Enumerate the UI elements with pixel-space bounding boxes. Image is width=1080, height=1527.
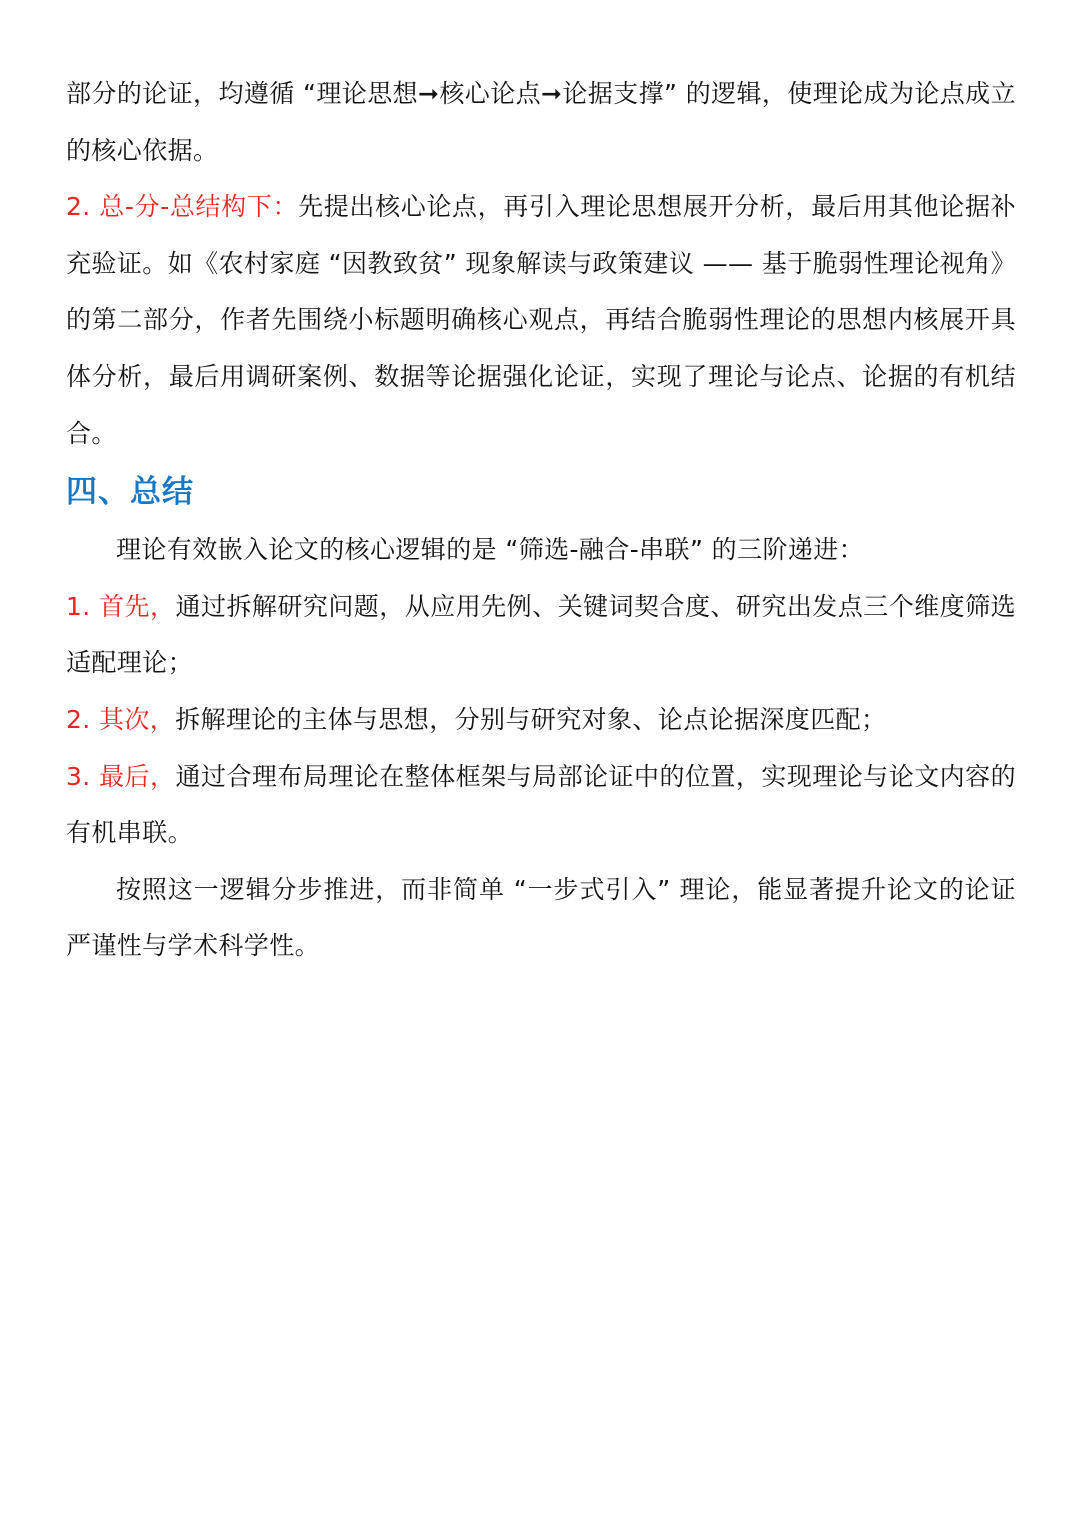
item-label: 1. 首先， — [66, 591, 176, 621]
item-label: 2. 其次， — [66, 704, 176, 734]
summary-intro: 理论有效嵌入论文的核心逻辑的是 “筛选-融合-串联” 的三阶递进： — [116, 535, 865, 565]
paragraph-text: 先提出核心论点，再引入理论思想展开分析，最后用其他论据补充验证。如《农村家庭 “因教致贫” 现象解读与政策建议 —— 基于脆弱性理论视角》的第二部分，作者先围绕小标题明确核心观点，再结合脆弱性理论的思想内核展开具体分析，最后用调研案例、数据等论据强化论证，实现了理论与论点、论据的有机结合。 — [66, 192, 1016, 448]
summary-item-third — [66, 749, 1016, 862]
summary-closing: 按照这一逻辑分步推进，而非简单 “一步式引入” 理论，能显著提升论文的论证严谨性与学术科学性。 — [66, 874, 1016, 961]
section-heading-summary: 四、总结 — [66, 474, 194, 511]
summary-item-first — [66, 579, 1016, 692]
summary-item-second — [66, 692, 1016, 749]
item-label: 3. 最后， — [66, 761, 176, 791]
structure-label: 2. 总-分-总结构下： — [66, 192, 299, 222]
item-text: 通过拆解研究问题，从应用先例、关键词契合度、研究出发点三个维度筛选适配理论； — [66, 591, 1017, 678]
paragraph-total-sub-total — [66, 179, 1016, 462]
item-text: 拆解理论的主体与思想，分别与研究对象、论点论据深度匹配； — [175, 704, 887, 734]
document-body — [66, 66, 1016, 975]
item-text: 通过合理布局理论在整体框架与局部论证中的位置，实现理论与论文内容的有机串联。 — [66, 761, 1017, 848]
paragraph-argument-logic — [66, 66, 1016, 179]
paragraph-text: 部分的论证，均遵循 “理论思想➞核心论点➞论据支撑” 的逻辑，使理论成为论点成立的核心依据。 — [66, 79, 1016, 165]
